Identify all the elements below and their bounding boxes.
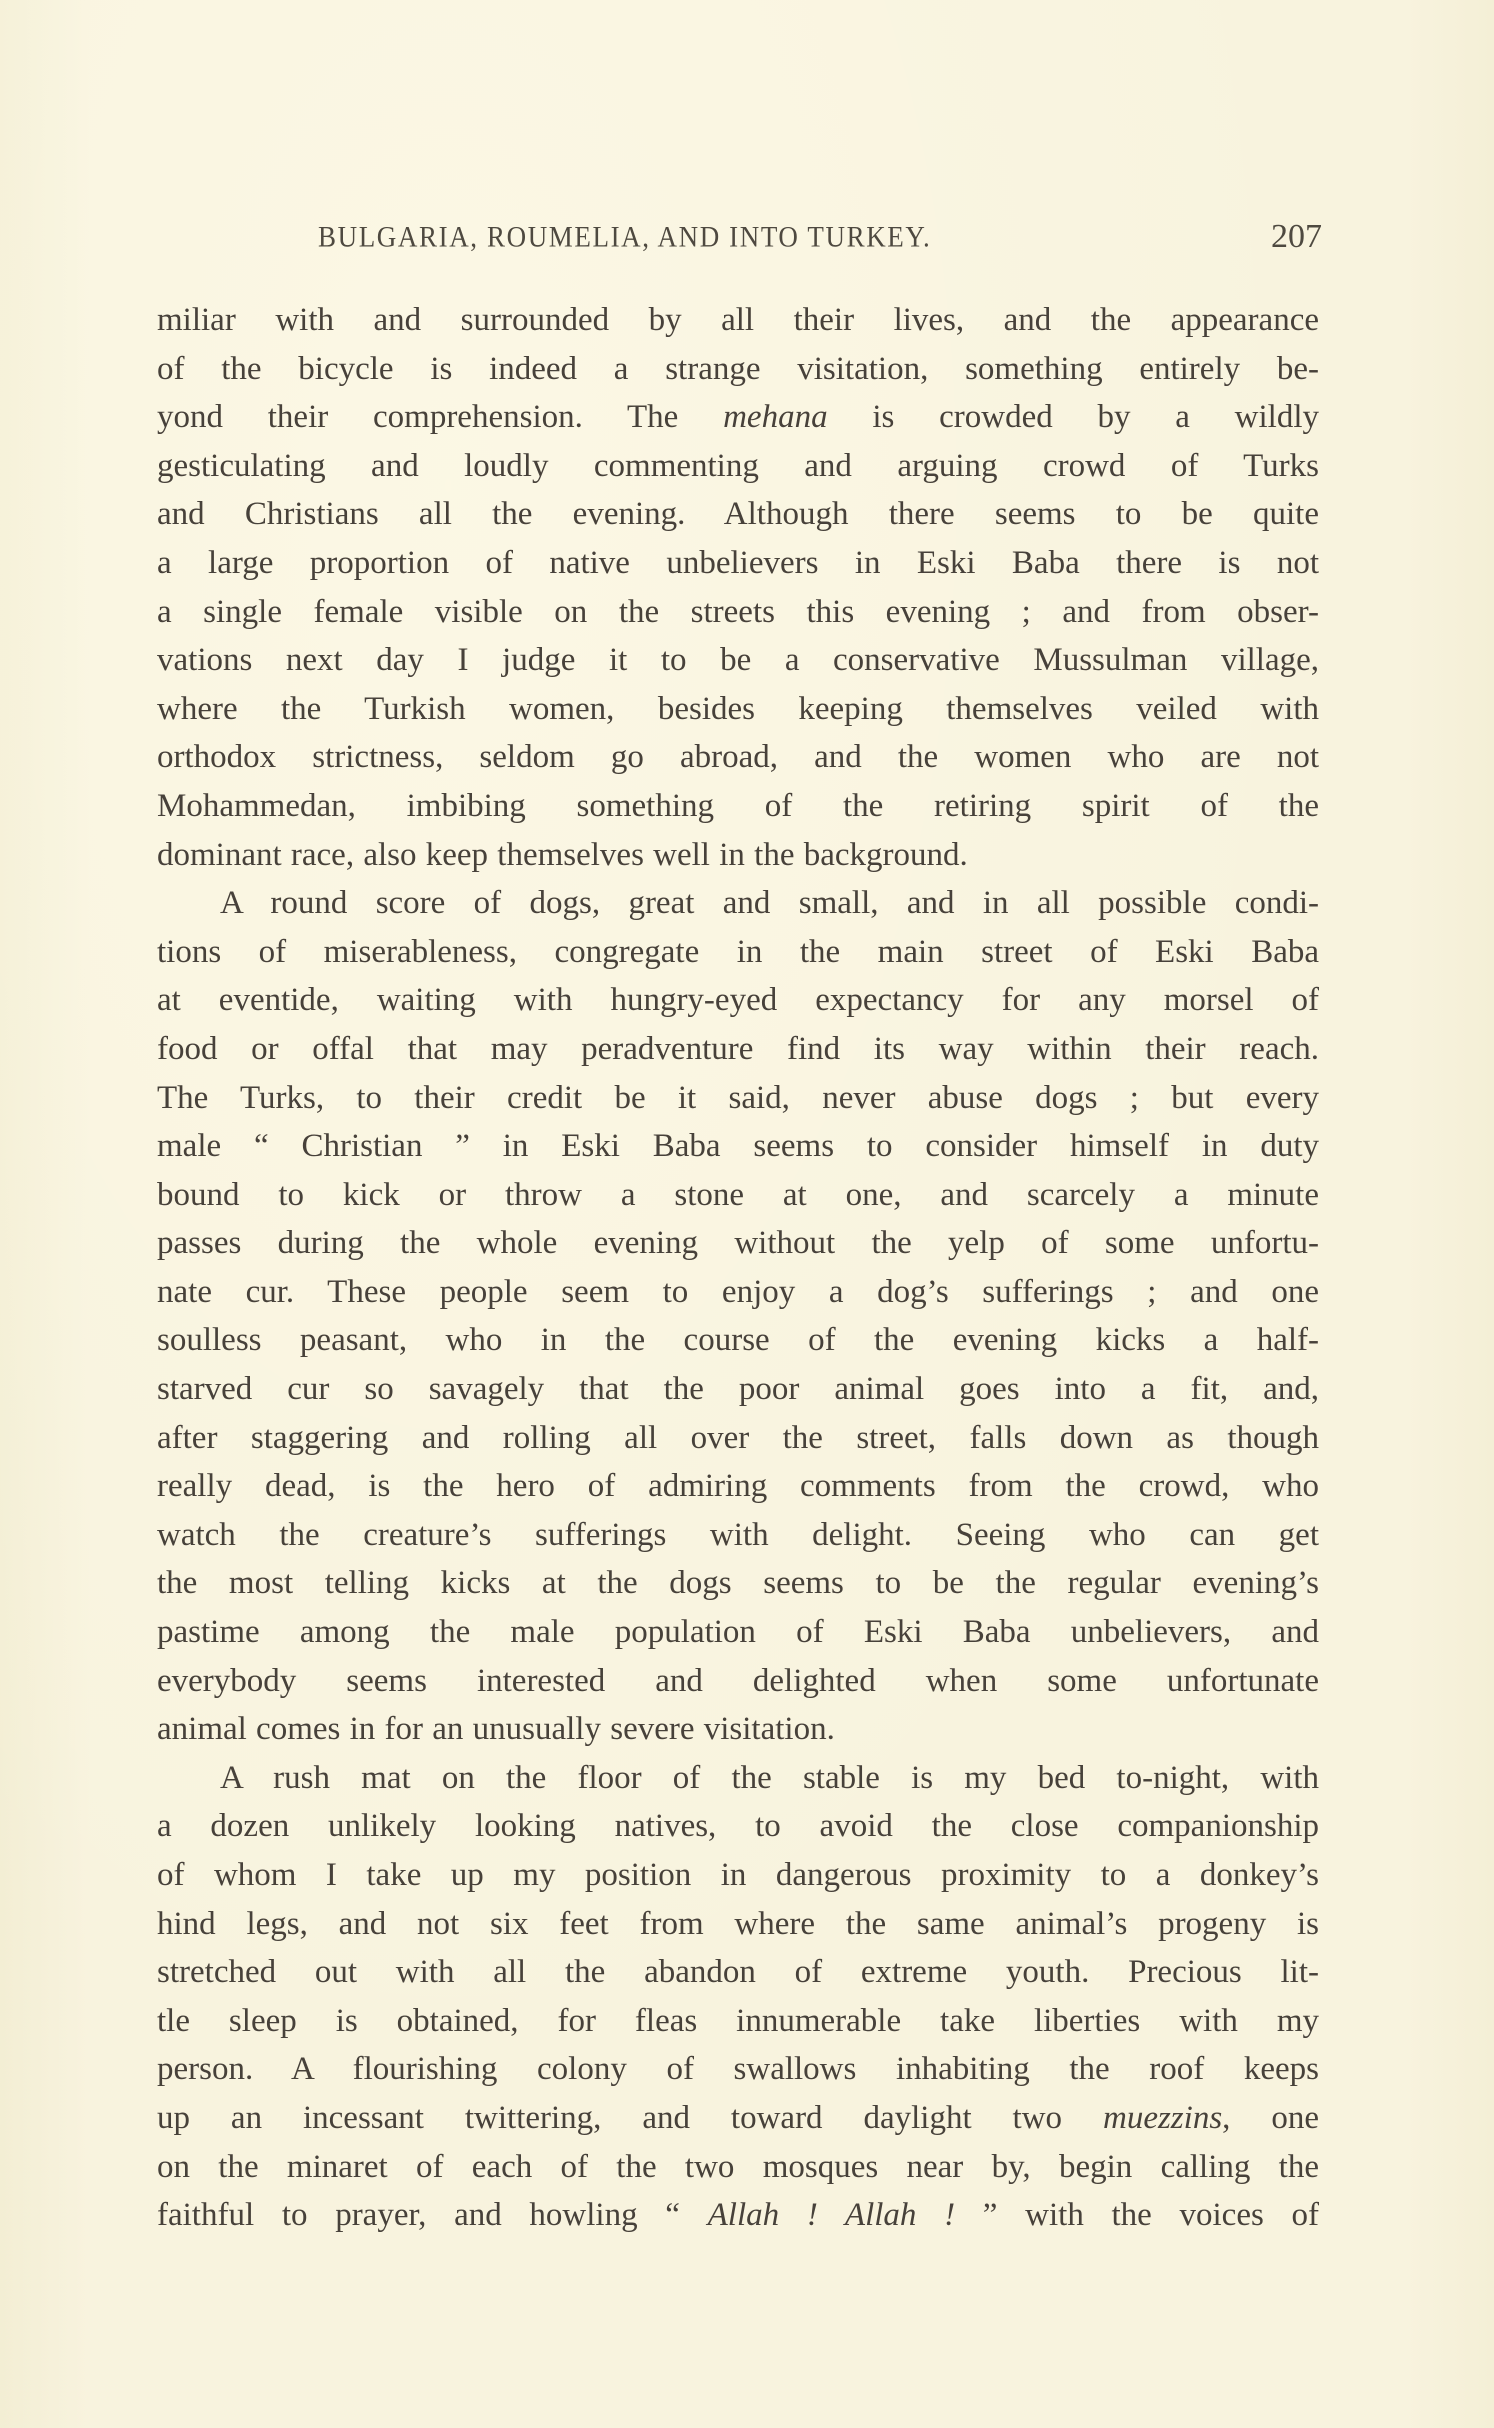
text-line [157, 1851, 1319, 1900]
text-run: male “ Christian ” in Eski Baba seems to consider himself in duty [157, 1128, 1319, 1165]
text-run: of the bicycle is indeed a strange visitation, something entirely be- [157, 350, 1319, 387]
text-line [157, 928, 1319, 977]
text-line [157, 1025, 1319, 1074]
text-line [157, 1900, 1319, 1949]
text-run: up an incessant twittering, and toward daylight two [157, 2099, 1103, 2136]
italic-term: Allah ! Allah ! [707, 2197, 956, 2234]
text-line [157, 1657, 1319, 1706]
text-run: starved cur so savagely that the poor animal goes into a fit, and, [157, 1371, 1319, 1408]
text-run: gesticulating and loudly commenting and arguing crowd of Turks [157, 447, 1319, 484]
text-line [157, 2045, 1319, 2094]
text-line [157, 1802, 1319, 1851]
text-run: the most telling kicks at the dogs seems to be the regular evening’s [157, 1565, 1319, 1602]
text-line [157, 976, 1319, 1025]
text-line [157, 1462, 1319, 1511]
text-run: tions of miserableness, congregate in the main street of Eski Baba [157, 933, 1319, 970]
text-run: ” with the voices of [955, 2197, 1320, 2234]
paragraph [157, 879, 1319, 1754]
text-run: soulless peasant, who in the course of the evening kicks a half- [157, 1322, 1319, 1359]
italic-term: mehana [723, 399, 828, 436]
text-line [157, 1414, 1319, 1463]
text-line [157, 782, 1319, 831]
text-line [157, 1997, 1319, 2046]
text-run: , one [1222, 2099, 1319, 2136]
text-line [157, 1559, 1319, 1608]
text-line [157, 490, 1319, 539]
text-run: vations next day I judge it to be a conservative Mussulman village, [157, 642, 1319, 679]
running-head [318, 218, 1322, 258]
text-line [157, 1316, 1319, 1365]
text-run: dominant race, also keep themselves well in the background. [157, 836, 968, 873]
text-run: a single female visible on the streets this evening ; and from obser- [157, 593, 1319, 630]
text-run: miliar with and surrounded by all their lives, and the appearance [157, 302, 1319, 338]
text-line [157, 636, 1319, 685]
text-run: pastime among the male population of Eski Baba unbelievers, and [157, 1614, 1319, 1651]
text-run: everybody seems interested and delighted when some unfortunate [157, 1662, 1319, 1699]
text-line [157, 1219, 1319, 1268]
text-run: faithful to prayer, and howling “ [157, 2197, 708, 2234]
text-run: tle sleep is obtained, for fleas innumerable take liberties with my [157, 2002, 1319, 2039]
text-line [157, 1171, 1319, 1220]
paragraph [157, 296, 1319, 879]
text-line [157, 1268, 1319, 1317]
text-line [157, 393, 1319, 442]
text-run: The Turks, to their credit be it said, never abuse dogs ; but every [157, 1079, 1319, 1116]
text-run: hind legs, and not six feet from where the same animal’s progeny is [157, 1905, 1319, 1942]
text-line [157, 685, 1319, 734]
text-line [157, 296, 1319, 345]
text-run: watch the creature’s sufferings with delight. Seeing who can get [157, 1516, 1319, 1553]
text-line [157, 1608, 1319, 1657]
running-title: BULGARIA, ROUMELIA, AND INTO TURKEY. [318, 220, 932, 253]
text-line [157, 588, 1319, 637]
text-line [157, 1948, 1319, 1997]
text-run: a dozen unlikely looking natives, to avoid the close companionship [157, 1808, 1319, 1845]
text-line [157, 1365, 1319, 1414]
text-run: nate cur. These people seem to enjoy a dog’s sufferings ; and one [157, 1273, 1319, 1310]
text-line [157, 733, 1319, 782]
text-run: bound to kick or throw a stone at one, and scarcely a minute [157, 1176, 1319, 1213]
text-run: yond their comprehension. The [157, 399, 724, 436]
paragraph [157, 1754, 1319, 2240]
text-line [157, 442, 1319, 491]
text-run: of whom I take up my position in dangerous proximity to a donkey’s [157, 1857, 1319, 1893]
text-run: A round score of dogs, great and small, and in all possible condi- [220, 885, 1319, 922]
text-run: where the Turkish women, besides keeping themselves veiled with [157, 690, 1319, 727]
text-run: animal comes in for an unusually severe visitation. [157, 1711, 835, 1748]
text-line [157, 2143, 1319, 2192]
text-line [157, 345, 1319, 394]
text-run: stretched out with all the abandon of extreme youth. Precious lit- [157, 1954, 1319, 1991]
text-run: a large proportion of native unbelievers in Eski Baba there is not [157, 544, 1319, 581]
text-run: Mohammedan, imbibing something of the retiring spirit of the [157, 787, 1319, 824]
text-line [157, 2094, 1319, 2143]
text-run: passes during the whole evening without the yelp of some unfortu- [157, 1225, 1319, 1262]
text-run: A rush mat on the floor of the stable is my bed to-night, with [220, 1759, 1319, 1796]
text-run: person. A flourishing colony of swallows inhabiting the roof keeps [157, 2051, 1319, 2088]
text-run: after staggering and rolling all over the street, falls down as though [157, 1419, 1319, 1456]
text-run: at eventide, waiting with hungry-eyed expectancy for any morsel of [157, 982, 1319, 1019]
page-number: 207 [1271, 218, 1322, 255]
text-line [157, 539, 1319, 588]
text-line [157, 1754, 1319, 1803]
italic-term: muezzins [1102, 2099, 1223, 2136]
text-line [157, 879, 1319, 928]
text-run: and Christians all the evening. Although there seems to be quite [157, 496, 1319, 533]
text-line [157, 831, 1319, 880]
body-text [157, 296, 1319, 2240]
text-run: food or offal that may peradventure find its way within their reach. [157, 1030, 1319, 1067]
text-line [157, 1705, 1319, 1754]
text-line [157, 1122, 1319, 1171]
text-run: really dead, is the hero of admiring comments from the crowd, who [157, 1468, 1319, 1505]
text-line [157, 1511, 1319, 1560]
text-run: orthodox strictness, seldom go abroad, and the women who are not [157, 739, 1319, 776]
text-line [157, 1074, 1319, 1123]
text-run: is crowded by a wildly [827, 399, 1319, 436]
text-line [157, 2191, 1319, 2240]
text-run: on the minaret of each of the two mosques near by, begin calling the [157, 2148, 1319, 2185]
